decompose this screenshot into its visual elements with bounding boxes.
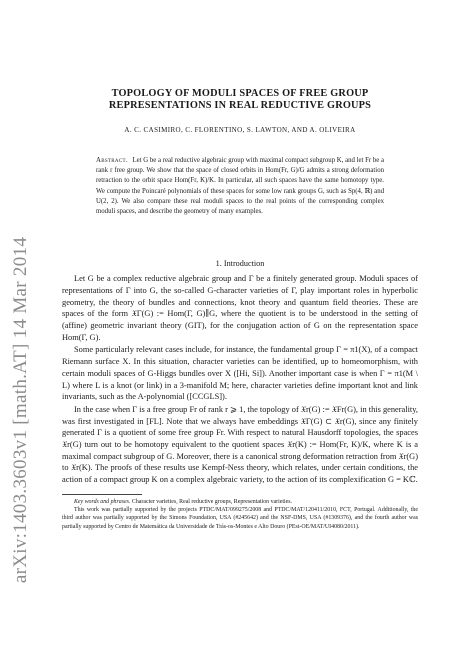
paper-page bbox=[62, 88, 418, 531]
abstract bbox=[96, 156, 384, 217]
footnotes bbox=[62, 498, 418, 531]
paper-title-line-1: TOPOLOGY OF MODULI SPACES OF FREE GROUP bbox=[111, 88, 369, 99]
body-paragraph: In the case when Γ is a free group Fr of rank r ⩾ 1, the topology of 𝔛r(G) := 𝔛Fr(G), in this generality, was first investigated in [FL]. Note that we always have embeddings 𝔛Γ(G) ⊂ 𝔛r(G), since any finitely generated Γ is a quotient of some free group Fr. With respect to natural Hausdorff topologies, the spaces 𝔛r(G) turn out to be homotopy equivalent to the quotient spaces 𝔛r(K) := Hom(Fr, K)/K, where K is a maximal compact subgroup of G. Moreover, there is a canonical strong deformation retraction from 𝔛r(G) to 𝔛r(K). The proofs of these results use Kempf-Ness theory, which relates, under certain conditions, the action of a compact group K on a complex algebraic variety, to the action of its complexification G = Kℂ. bbox=[62, 404, 418, 485]
body-paragraph: Let G be a complex reductive algebraic group and Γ be a finitely generated group. Moduli spaces of representations of Γ into G, the so-called G-character varieties of Γ, play important roles in hyperbolic geometry, the theory of bundles and connections, knot theory and quantum field theories. These are spaces of the form 𝔛Γ(G) := Hom(Γ, G)∥G, where the quotient is to be understood in the setting of (affine) geometric invariant theory (GIT), for the conjugation action of G on the representation space Hom(Γ, G). bbox=[62, 274, 418, 342]
footnote-keywords-label: Key words and phrases. bbox=[74, 498, 131, 505]
author-list: A. C. CASIMIRO, C. FLORENTINO, S. LAWTON, AND A. OLIVEIRA bbox=[124, 126, 356, 134]
footnote-divider bbox=[62, 494, 142, 495]
arxiv-identifier-sidebar bbox=[8, 220, 34, 600]
abstract-text: Let G be a real reductive algebraic group with maximal compact subgroup K, and let Fr be a rank r free group. We show that the space of closed orbits in Hom(Fr, G)/G admits a strong deformation retraction to the orbit space Hom(Fr, K)/K. In particular, all such spaces have the same homotopy type. We compute the Poincaré polynomials of these spaces for some low rank groups G, such as Sp(4, ℝ) and U(2, 2). We also compare these real moduli spaces to the real points of the corresponding complex moduli spaces, and describe the geometry of many examples. bbox=[96, 157, 385, 216]
body-paragraph: Some particularly relevant cases include, for instance, the fundamental group Γ = π1(X), of a compact Riemann surface X. In this situation, character varieties can be identified, up to homeomorphism, with certain moduli spaces of G-Higgs bundles over X ([Hi, Si]). Another important case is when Γ = π1(M \ L) where L is a knot (or link) in a 3-manifold M; here, character varieties define important knot and link invariants, such as the A-polynomial ([CCGLS]). bbox=[62, 345, 418, 402]
paper-title bbox=[62, 88, 418, 112]
paper-title-line-2: REPRESENTATIONS IN REAL REDUCTIVE GROUPS bbox=[108, 100, 372, 111]
section-heading-introduction: 1. Introduction bbox=[215, 259, 265, 269]
footnote-keywords-text: Character varieties, Real reductive groups, Representation varieties. bbox=[131, 498, 293, 505]
abstract-label: Abstract. bbox=[96, 157, 128, 164]
arxiv-identifier-text: arXiv:1403.3603v1 [math.AT] 14 Mar 2014 bbox=[10, 236, 31, 584]
footnote-funding bbox=[62, 506, 418, 531]
footnote-keywords bbox=[62, 498, 418, 506]
footnote-funding-text: This work was partially supported by the projects PTDC/MAT/099275/2008 and PTDC/MAT/120411/2010, FCT, Portugal. Additionally, the third author was partially supported by the Simons Foundation, USA (#245642) and the NSF-DMS, USA (#1309376), and the fourth author was partially supported by Centro de Matemática da Universidade de Trás-os-Montes e Alto Douro (PEst-OE/MAT/UI4080/2011). bbox=[62, 507, 418, 530]
